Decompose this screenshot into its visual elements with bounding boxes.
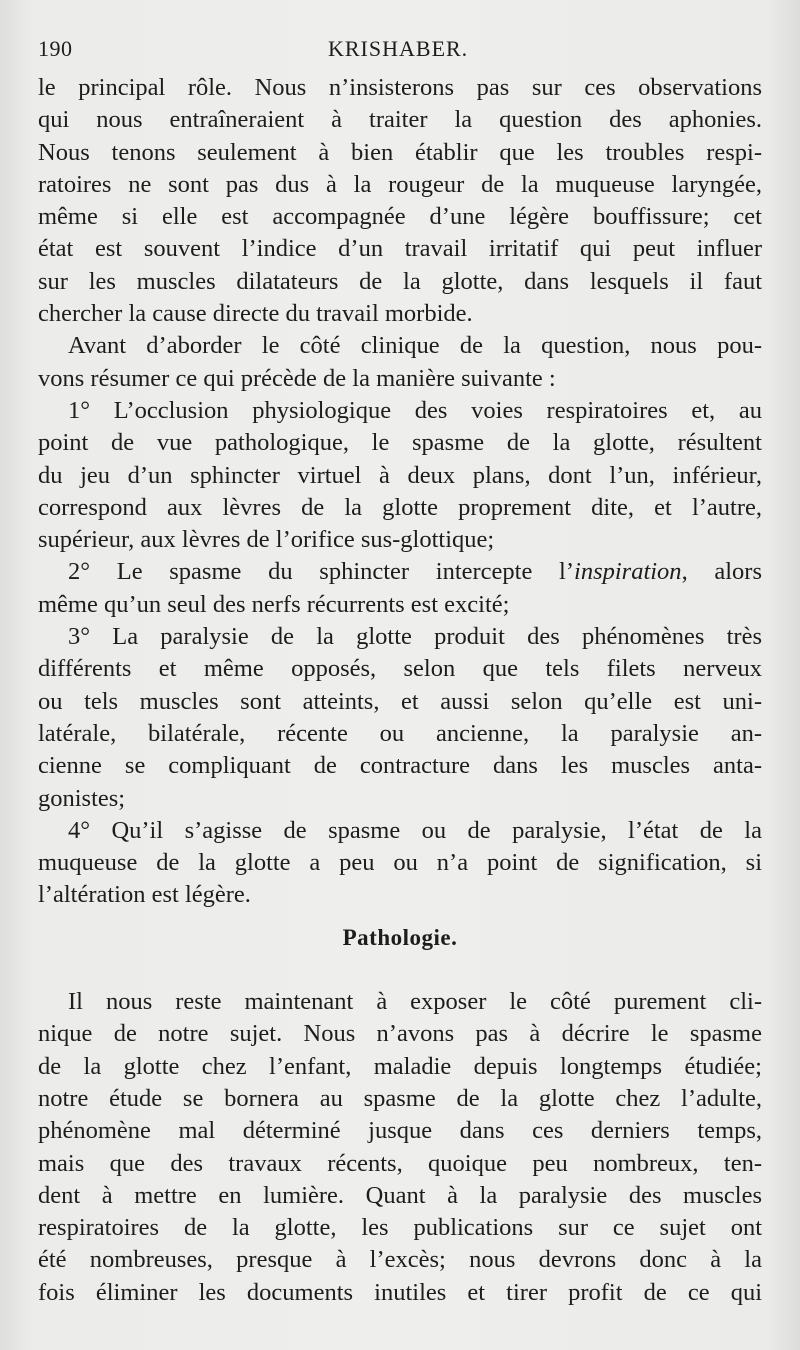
list-item-line: 1° L’occlusion physiologique des voies respiratoires et, au xyxy=(68,396,762,424)
text-line: de la glotte chez l’enfant, maladie depuis longtemps étudiée; xyxy=(38,1052,762,1080)
text-line: dent à mettre en lumière. Quant à la paralysie des muscles xyxy=(38,1181,762,1209)
text-line: phénomène mal déterminé jusque dans ces derniers temps, xyxy=(38,1117,762,1145)
list-item-line: même qu’un seul des nerfs récurrents est excité; xyxy=(38,590,510,618)
text-line: Avant d’aborder le côté clinique de la question, nous pou- xyxy=(68,332,762,360)
list-item-line: muqueuse de la glotte a peu ou n’a point de signification, si xyxy=(38,849,762,877)
text-line: état est souvent l’indice d’un travail irritatif qui peut influer xyxy=(38,235,762,263)
text-line: qui nous entraîneraient à traiter la question des aphonies. xyxy=(38,106,762,134)
body-text xyxy=(38,72,762,1309)
text-run: 2° Le spasme du sphincter intercepte l’ xyxy=(68,558,575,586)
list-item-line: ou tels muscles sont atteints, et aussi selon qu’elle est uni- xyxy=(38,687,762,715)
list-item-line: du jeu d’un sphincter virtuel à deux plans, dont l’un, inférieur, xyxy=(38,461,762,489)
list-item-line: 3° La paralysie de la glotte produit des phénomènes très xyxy=(68,623,762,651)
page-number: 190 xyxy=(38,36,73,61)
running-head: KRISHABER. xyxy=(328,36,469,61)
text-line: mais que des travaux récents, quoique peu nombreux, ten- xyxy=(38,1149,762,1177)
text-line: notre étude se bornera au spasme de la glotte chez l’adulte, xyxy=(38,1084,762,1112)
list-item-line: supérieur, aux lèvres de l’orifice sus-glottique; xyxy=(38,526,495,554)
list-item-line: cienne se compliquant de contracture dans les muscles anta- xyxy=(38,752,762,780)
text-line: chercher la cause directe du travail morbide. xyxy=(38,300,473,328)
text-line: Il nous reste maintenant à exposer le côté purement cli- xyxy=(68,988,762,1016)
list-item-line: 4° Qu’il s’agisse de spasme ou de paralysie, l’état de la xyxy=(68,816,762,844)
text-line: respiratoires de la glotte, les publications sur ce sujet ont xyxy=(38,1214,762,1242)
list-item-line: différents et même opposés, selon que tels filets nerveux xyxy=(38,655,762,683)
text-line: sur les muscles dilatateurs de la glotte, dans lesquels il faut xyxy=(38,267,762,295)
list-item-line xyxy=(38,556,762,588)
text-run: , alors xyxy=(681,558,763,586)
list-item-line: l’altération est légère. xyxy=(38,881,251,909)
emphasis-inspiration: inspiration xyxy=(574,558,682,586)
text-line: vons résumer ce qui précède de la manière suivante : xyxy=(38,364,556,392)
text-line: nique de notre sujet. Nous n’avons pas à décrire le spasme xyxy=(38,1020,762,1048)
list-item-line: gonistes; xyxy=(38,784,126,812)
page-header xyxy=(38,36,770,70)
text-line: même si elle est accompagnée d’une légère bouffissure; cet xyxy=(38,203,762,231)
list-item-line: correspond aux lèvres de la glotte proprement dite, et l’autre, xyxy=(38,493,762,521)
text-line: fois éliminer les documents inutiles et tirer profit de ce qui xyxy=(38,1278,762,1306)
list-item-line: latérale, bilatérale, récente ou ancienne, la paralysie an- xyxy=(38,719,762,747)
text-line: le principal rôle. Nous n’insisterons pas sur ces observations xyxy=(38,74,762,101)
list-item-line: point de vue pathologique, le spasme de la glotte, résultent xyxy=(38,429,762,457)
text-line: ratoires ne sont pas dus à la rougeur de la muqueuse laryngée, xyxy=(38,170,762,198)
text-line: Nous tenons seulement à bien établir que les troubles respi- xyxy=(38,138,762,166)
text-line: été nombreuses, presque à l’excès; nous devrons donc à la xyxy=(38,1246,762,1274)
section-title: Pathologie. xyxy=(342,924,458,950)
